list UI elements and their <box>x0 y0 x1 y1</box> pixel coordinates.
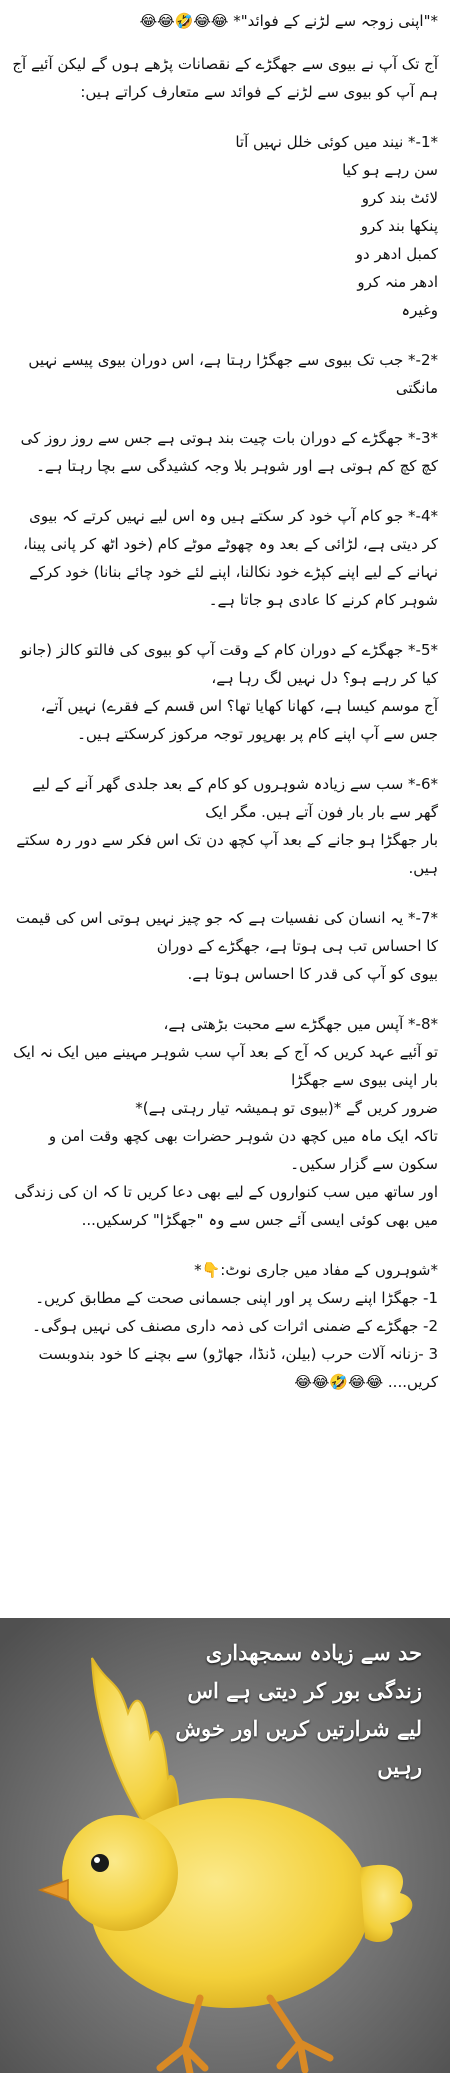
point-1-line: سن رہے ہو کیا <box>342 161 438 179</box>
point-3: *3-* جھگڑے کے دوران بات چیت بند ہوتی ہے جس سے روز روز کی کچ کچ کم ہوتی ہے اور شوہر بلا وجہ کشیدگی سے بچا رہتا ہے۔ <box>20 429 438 475</box>
notice-heading: *شوہروں کے مفاد میں جاری نوٹ:👇* <box>194 1261 438 1279</box>
point-1-line: لائٹ بند کرو <box>361 189 438 207</box>
point-1-heading: *1-* نیند میں کوئی خلل نہیں آتا <box>235 133 438 151</box>
point-4: *4-* جو کام آپ خود کر سکتے ہیں وہ اس لیے نہیں کرتے کہ بیوی کر دیتی ہے، لڑائی کے بعد وہ چھوٹے موٹے کام (خود اٹھ کر پانی پینا، نہانے کے لیے اپنے کپڑے خود نکالنا، اپنے لئے خود چائے بنانا) خود کرکے شوہر کام کرنے کا عادی ہو جاتا ہے۔ <box>23 507 438 609</box>
point-8-cont: تو آئیے عہد کریں کہ آج کے بعد آپ سب شوہر مہینے میں ایک نہ ایک بار اپنی بیوی سے جھگڑا <box>13 1043 438 1089</box>
spacer <box>12 324 438 346</box>
image-caption: حد سے زیادہ سمجھداری زندگی بور کر دیتی ہے اس لیے شرارتیں کریں اور خوش رہیں <box>175 1640 422 1779</box>
spacer <box>12 36 438 50</box>
point-8-cont: ضرور کریں گے *(بیوی تو ہمیشہ تیار رہتی ہے)* <box>135 1099 438 1117</box>
chick-image <box>0 1618 450 2073</box>
point-8: *8-* آپس میں جھگڑے سے محبت بڑھتی ہے، <box>163 1015 438 1033</box>
spacer <box>12 1234 438 1256</box>
point-8-cont: تاکہ ایک ماہ میں کچھ دن شوہر حضرات بھی کچھ وقت امن و سکون سے گزار سکیں۔ <box>48 1127 438 1173</box>
point-1-line: ادھر منہ کرو <box>357 273 438 291</box>
spacer <box>12 614 438 636</box>
point-6: *6-* سب سے زیادہ شوہروں کو کام کے بعد جلدی گھر آنے کے لیے گھر سے بار بار فون آتے ہیں. مگر ایک <box>32 775 438 821</box>
point-6-cont: بار جھگڑا ہو جانے کے بعد آپ کچھ دن تک اس فکر سے دور رہ سکتے ہیں. <box>16 831 438 877</box>
point-1-line: پنکھا بند کرو <box>360 217 438 235</box>
article-title: *"اپنی زوجہ سے لڑنے کے فوائد"* 😂😂🤣😂😂 <box>139 12 438 30</box>
point-2: *2-* جب تک بیوی سے جھگڑا رہتا ہے، اس دوران بیوی پیسے نہیں مانگتی <box>28 351 438 397</box>
spacer <box>12 748 438 770</box>
point-7: *7-* یہ انسان کی نفسیات ہے کہ جو چیز نہیں ہوتی اس کی قیمت کا احساس تب ہی ہوتا ہے، جھگڑے کے دوران <box>15 909 438 955</box>
chick-eye-shine <box>94 1857 100 1863</box>
spacer <box>12 480 438 502</box>
notice-item: 3 -زنانہ آلات حرب (بیلن، ڈنڈا، جھاڑو) سے بچنے کا خود بندوبست کریں.... 😂😂🤣😂😂 <box>38 1345 438 1391</box>
intro-paragraph: آج تک آپ نے بیوی سے جھگڑے کے نقصانات پڑھے ہوں گے لیکن آئیے آج ہم آپ کو بیوی سے لڑنے کے فوائد سے متعارف کراتے ہیں: <box>12 55 438 101</box>
spacer <box>12 882 438 904</box>
notice-item: 1- جھگڑا اپنے رسک پر اور اپنی جسمانی صحت کے مطابق کریں۔ <box>35 1289 438 1307</box>
point-1-line: کمبل ادھر دو <box>355 245 438 263</box>
chick-head <box>62 1815 178 1931</box>
spacer <box>12 106 438 128</box>
notice-item: 2- جھگڑے کے ضمنی اثرات کی ذمہ داری مصنف کی نہیں ہوگی۔ <box>32 1317 438 1335</box>
spacer <box>12 402 438 424</box>
point-1 <box>12 128 438 324</box>
chick-eye <box>91 1854 109 1872</box>
point-1-line: وغیرہ <box>401 301 438 319</box>
point-5-cont: آج موسم کیسا ہے، کھانا کھایا تھا؟ اس قسم کے فقرے) نہیں آتے، جس سے آپ اپنے کام پر بھرپور توجہ مرکوز کرسکتے ہیں۔ <box>40 697 438 743</box>
point-7-cont: بیوی کو آپ کی قدر کا احساس ہوتا ہے. <box>187 965 438 983</box>
point-5: *5-* جھگڑے کے دوران کام کے وقت آپ کو بیوی کی فالتو کالز (جانو کیا کر رہے ہو؟ دل نہیں لگ رہا ہے، <box>20 641 438 687</box>
spacer <box>12 988 438 1010</box>
point-8-cont: اور ساتھ میں سب کنواروں کے لیے بھی دعا کریں تا کہ ان کی زندگی میں بھی کوئی ایسی آئے جس سے وہ "جھگڑا" کرسکیں... <box>14 1183 438 1229</box>
